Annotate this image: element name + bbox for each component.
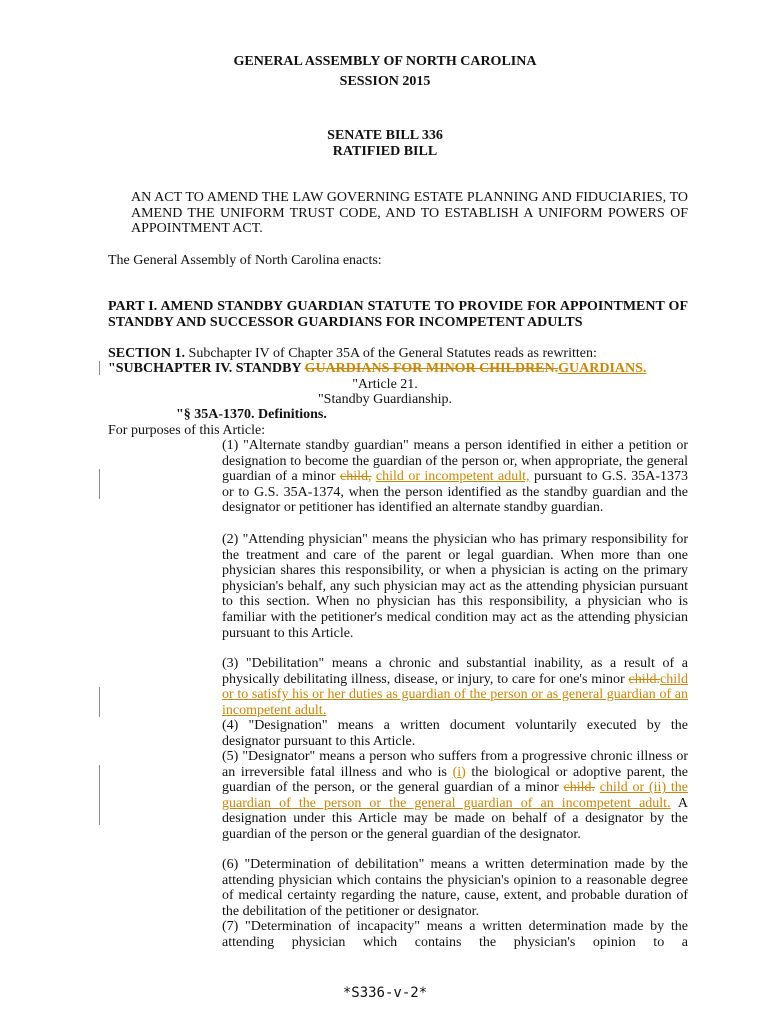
definition-6: (6) "Determination of debilitation" means a written determination made by the attending physician which contains the physician's opinion to a reasonable degree of medical certainty regarding the nature, cause, extent, and probable duration of the debilitation of the petitioner or designator. bbox=[222, 857, 688, 919]
change-bar bbox=[99, 469, 100, 499]
assembly-name: GENERAL ASSEMBLY OF NORTH CAROLINA bbox=[233, 54, 537, 69]
definition-5: (5) "Designator" means a person who suffers from a progressive chronic illness or an irreversible fatal illness and who is (i) the biological or adoptive parent, the guardian of the person, or the general guardian of a minor child. child or (ii) the guardian of the person or the general guardian of an incompetent adult. A designation under this Article may be made on behalf of a designator by the guardian of the person or the general guardian of the designator. bbox=[222, 749, 689, 842]
document-footer-code: *S336-v-2* bbox=[342, 985, 428, 1001]
session-label: SESSION 2015 bbox=[339, 74, 431, 89]
definitions-intro: For purposes of this Article: bbox=[108, 423, 266, 438]
inserted-text: child or to satisfy his or her duties as guardian of the person or as general guardian of an incompetent adult. bbox=[222, 671, 688, 718]
deleted-text: child. bbox=[563, 780, 595, 796]
change-bar bbox=[99, 687, 100, 717]
definition-2: (2) "Attending physician" means the physician who has primary responsibility for the treatment and care of the parent or legal guardian. When more than one physician shares this responsibility, or when a physician is acting on the primary physician's behalf, any such physician may act as the attending physician pursuant to this section. When no physician has this responsibility, a physician who is familiar with the petitioner's medical condition may act as the attending physician pursuant to this Article. bbox=[222, 532, 688, 641]
section-label: SECTION 1. bbox=[108, 346, 186, 361]
section-text: Subchapter IV of Chapter 35A of the General Statutes reads as rewritten: bbox=[185, 346, 597, 361]
change-bar bbox=[99, 765, 100, 825]
inserted-text: child or incompetent adult, bbox=[375, 469, 530, 485]
definition-4: (4) "Designation" means a written document voluntarily executed by the designator pursuant to this Article. bbox=[222, 718, 688, 749]
statute-heading: "§ 35A-1370. Definitions. bbox=[176, 407, 327, 422]
part-heading: PART I. AMEND STANDBY GUARDIAN STATUTE TO PROVIDE FOR APPOINTMENT OF STANDBY AND SUCCESSOR GUARDIANS FOR INCOMPETENT ADULTS bbox=[108, 299, 688, 330]
article-title: "Standby Guardianship. bbox=[317, 392, 453, 407]
inserted-text: (i) bbox=[452, 764, 466, 780]
definition-7: (7) "Determination of incapacity" means a written determination made by the attending physician which contains the physician's opinion to a bbox=[222, 919, 688, 950]
deleted-text: GUARDIANS FOR MINOR CHILDREN. bbox=[304, 361, 559, 376]
bill-number: SENATE BILL 336 bbox=[327, 128, 443, 143]
deleted-text: child. bbox=[628, 671, 660, 687]
inserted-text: child or (ii) the guardian of the person or the general guardian of an incompetent adult. bbox=[222, 780, 689, 811]
enacting-clause: The General Assembly of North Carolina enacts: bbox=[108, 253, 382, 268]
section-1 bbox=[108, 346, 688, 362]
inserted-text: GUARDIANS. bbox=[558, 361, 647, 376]
subchapter-prefix: "SUBCHAPTER IV. STANDBY bbox=[108, 361, 305, 376]
subchapter-heading bbox=[108, 361, 708, 377]
change-bar bbox=[99, 361, 100, 375]
act-title: AN ACT TO AMEND THE LAW GOVERNING ESTATE PLANNING AND FIDUCIARIES, TO AMEND THE UNIFORM TRUST CODE, AND TO ESTABLISH A UNIFORM POWERS OF APPOINTMENT ACT. bbox=[131, 190, 688, 237]
deleted-text: child, bbox=[339, 469, 372, 485]
article-number: "Article 21. bbox=[352, 377, 418, 392]
definition-3: (3) "Debilitation" means a chronic and substantial inability, as a result of a physically debilitating illness, disease, or injury, to care for one's minor child.child or to satisfy his or her duties as guardian of the person or as general guardian of an incompetent adult. bbox=[222, 656, 688, 718]
bill-status: RATIFIED BILL bbox=[332, 144, 438, 159]
definition-1: (1) "Alternate standby guardian" means a person identified in either a petition or designation to become the guardian of the person or, when appropriate, the general guardian of a minor child, child or incompetent adult, pursuant to G.S. 35A-1373 or to G.S. 35A-1374, when the person identified as the standby guardian and the designator or petitioner has identified an alternate standby guardian. bbox=[222, 438, 688, 516]
